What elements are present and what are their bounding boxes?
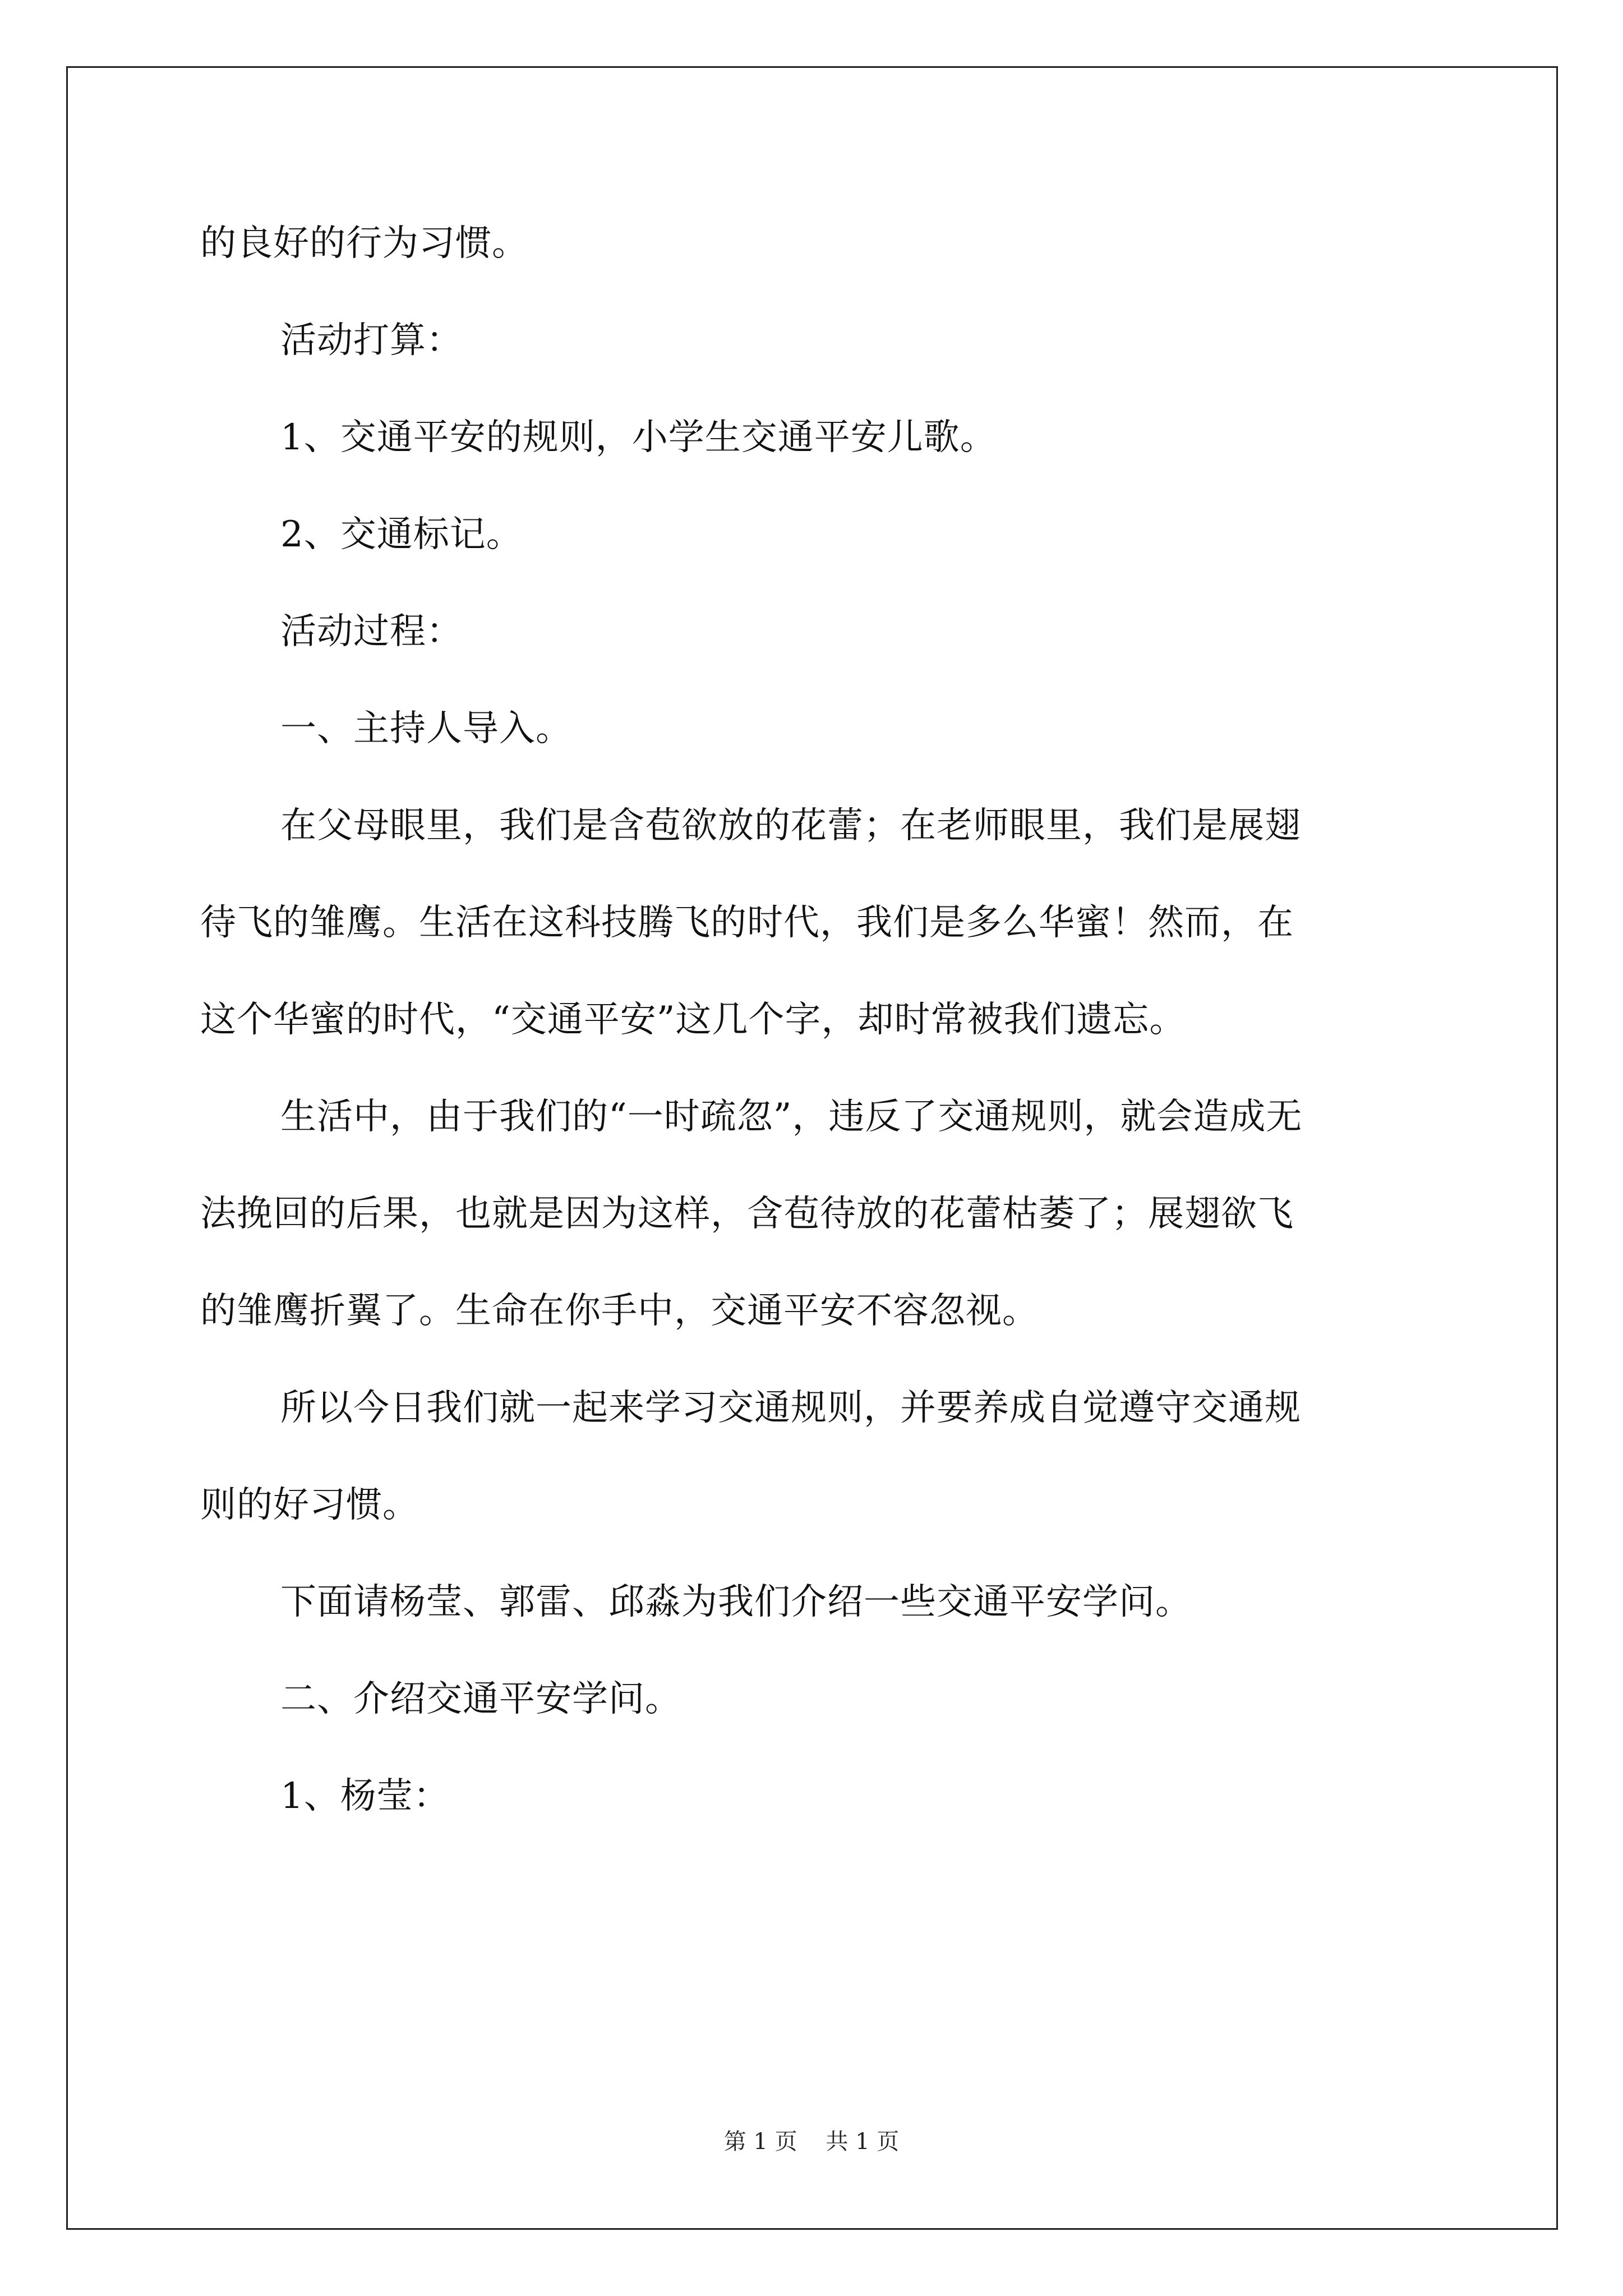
- text-line: 生活中，由于我们的“一时疏忽”，违反了交通规则，就会造成无: [280, 1096, 1303, 1138]
- list-item: 2、交通标记。: [280, 514, 523, 555]
- text-line: 下面请杨莹、郭雷、邱淼为我们介绍一些交通平安学问。: [280, 1581, 1192, 1623]
- text-line: 的良好的行为习惯。: [200, 223, 528, 264]
- list-item: 1、交通平安的规则，小学生交通平安儿歌。: [280, 417, 997, 458]
- section-heading: 一、主持人导入。: [280, 708, 572, 749]
- text-line: 待飞的雏鹰。生活在这科技腾飞的时代，我们是多么华蜜！然而，在: [200, 902, 1294, 944]
- page-footer: 第 1 页 共 1 页: [723, 2129, 900, 2155]
- text-line: 法挽回的后果，也就是因为这样，含苞待放的花蕾枯萎了；展翅欲飞: [200, 1193, 1294, 1235]
- text-line: 这个华蜜的时代，“交通平安”这几个字，却时常被我们遗忘。: [200, 999, 1186, 1041]
- section-heading: 活动打算：: [280, 320, 463, 361]
- list-item: 1、杨莹：: [280, 1775, 450, 1817]
- section-heading: 活动过程：: [280, 611, 463, 652]
- text-line: 则的好习惯。: [200, 1484, 419, 1526]
- text-line: 所以今日我们就一起来学习交通规则，并要养成自觉遵守交通规: [280, 1387, 1301, 1429]
- section-heading: 二、介绍交通平安学问。: [280, 1678, 681, 1720]
- page-border: [66, 66, 1558, 2230]
- text-line: 的雏鹰折翼了。生命在你手中，交通平安不容忽视。: [200, 1290, 1039, 1332]
- text-line: 在父母眼里，我们是含苞欲放的花蕾；在老师眼里，我们是展翅: [280, 805, 1301, 846]
